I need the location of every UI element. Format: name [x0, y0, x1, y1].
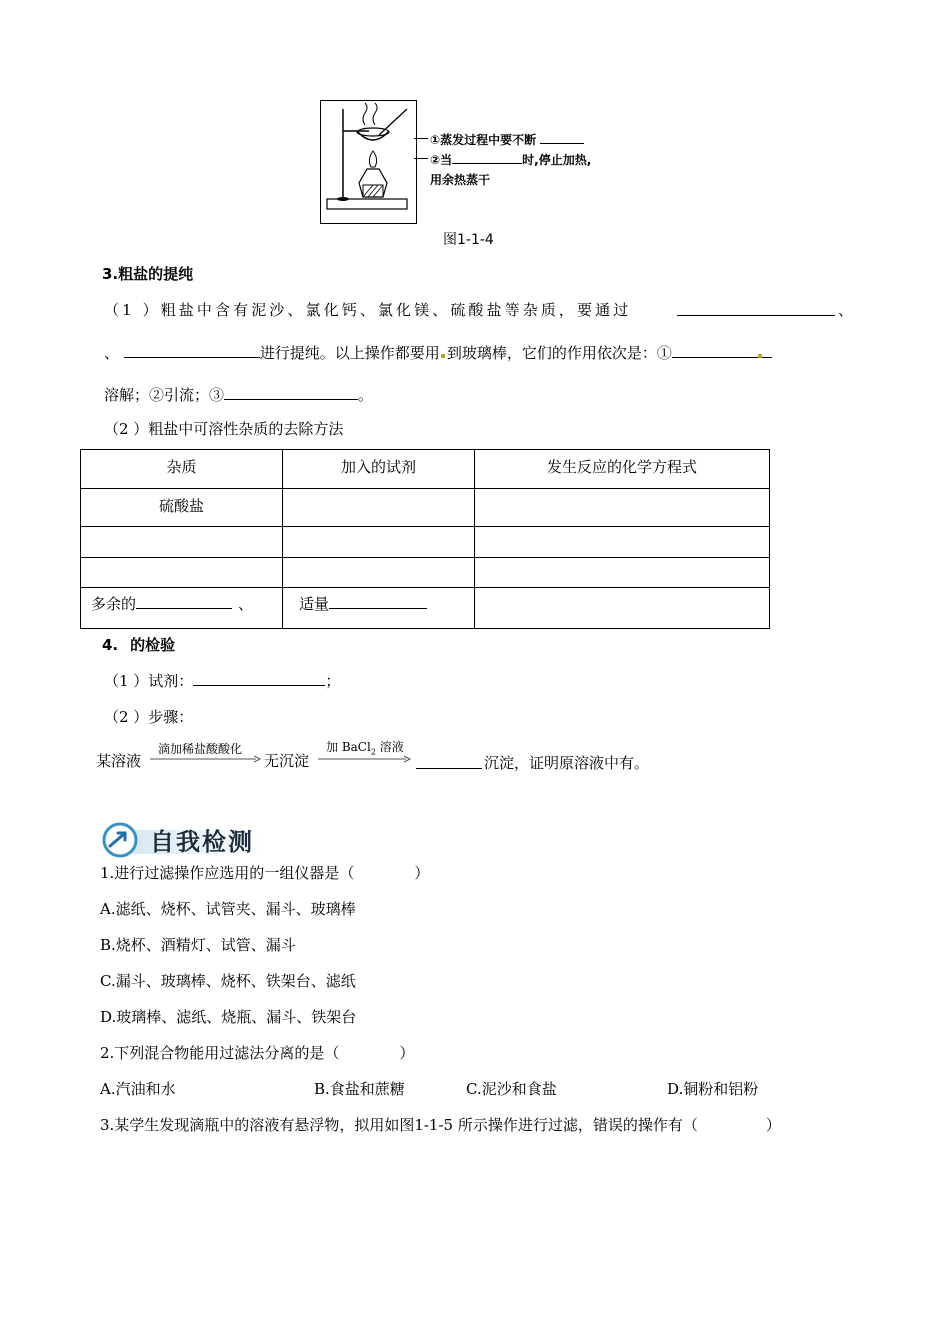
figure-label-1 [430, 131, 584, 148]
cell-blank[interactable] [475, 558, 770, 588]
flow-arrow-1-label: 滴加稀盐酸酸化 [158, 742, 243, 756]
s4-q2: （2 ）步骤： [104, 708, 194, 726]
flow-arrow-2-sub: 2 [370, 747, 376, 757]
s4-q1-end: ； [325, 672, 341, 690]
label-pointer-2 [414, 158, 428, 159]
evaporation-apparatus-drawing [321, 101, 416, 223]
s3-q2: （2 ）粗盐中可溶性杂质的去除方法 [104, 420, 344, 438]
s3-q1-line2-tail: 到玻璃棒，它们的作用依次是：① [446, 344, 672, 362]
q1-option-d[interactable]: D.玻璃棒、滤纸、烧瓶、漏斗、铁架台 [100, 1008, 357, 1026]
s3-blank-1[interactable] [677, 301, 835, 316]
q2-option-d[interactable]: D.铜粉和铝粉 [667, 1080, 759, 1098]
impurity-removal-table [80, 449, 770, 629]
cell-blank[interactable] [283, 558, 475, 588]
cell-excess-label: 多余的 [91, 595, 137, 613]
flow-arrow-2-pre: 加 BaCl [326, 740, 371, 754]
s3-q1-line3-end: 。 [358, 386, 374, 404]
s3-q1-line1-text: （1 ）粗盐中含有泥沙、氯化钙、氯化镁、硫酸盐等杂质，要通过 [104, 301, 632, 319]
figure-label-2-post: 时,停止加热, [522, 153, 592, 167]
cell-proper-amount-label: 适量 [299, 595, 330, 613]
q3-stem-end: ） [765, 1116, 781, 1134]
q1-stem-end: ） [414, 864, 430, 882]
s3-q1-line3 [104, 384, 373, 405]
figure-blank-1[interactable] [540, 131, 584, 144]
excess-blank[interactable] [136, 594, 232, 609]
s3-q1-line3-text: 溶解；②引流；③ [104, 386, 225, 404]
cell-excess [81, 588, 283, 629]
s4-q1 [104, 670, 340, 691]
flow-start: 某溶液 [96, 752, 142, 770]
proper-amount-blank[interactable] [329, 594, 427, 609]
cell-blank[interactable] [81, 558, 283, 588]
flow-arrow-1 [150, 754, 262, 764]
cell-blank[interactable] [283, 489, 475, 527]
flow-mid: 无沉淀 [264, 752, 310, 770]
header-impurity: 杂质 [81, 450, 283, 489]
section-3-heading: 3.粗盐的提纯 [102, 265, 194, 283]
header-equation: 发生反应的化学方程式 [475, 450, 770, 489]
figure-blank-2[interactable] [452, 151, 522, 164]
cell-blank[interactable] [475, 527, 770, 558]
s3-q1-line2-mid: 进行提纯。以上操作都要用 [259, 344, 440, 362]
s3-q1-line2 [104, 342, 772, 363]
figure-label-3: 用余热蒸干 [430, 173, 491, 187]
flow-arrow-2-post: 溶液 [375, 740, 404, 754]
s4-reagent-blank[interactable] [193, 671, 325, 686]
q2-option-c[interactable]: C.泥沙和食盐 [466, 1080, 557, 1098]
q2 [100, 1042, 414, 1063]
cell-blank[interactable] [475, 489, 770, 527]
label-pointer-1 [414, 138, 428, 139]
q1 [100, 862, 429, 883]
q3-stem: 3.某学生发现滴瓶中的溶液有悬浮物，拟用如图1-1-5 所示操作进行过滤，错误的操作有（ [100, 1116, 698, 1134]
cell-proper-amount [283, 588, 475, 629]
q1-option-b[interactable]: B.烧杯、酒精灯、试管、漏斗 [100, 936, 296, 954]
cell-blank[interactable] [81, 527, 283, 558]
q2-stem: 2.下列混合物能用过滤法分离的是（ [100, 1044, 340, 1062]
q1-stem: 1.进行过滤操作应选用的一组仪器是（ [100, 864, 355, 882]
header-reagent: 加入的试剂 [283, 450, 475, 489]
q2-option-a[interactable]: A.汽油和水 [100, 1080, 176, 1098]
s3-blank-2[interactable] [124, 343, 260, 358]
table-row [81, 489, 770, 527]
figure-label-2 [430, 151, 591, 168]
figure-label-1-text: ①蒸发过程中要不断 [430, 133, 537, 147]
q2-option-b[interactable]: B.食盐和蔗糖 [314, 1080, 405, 1098]
table-row [81, 588, 770, 629]
table-row [81, 527, 770, 558]
s3-blank-3[interactable] [672, 343, 758, 358]
figure-label-2-pre: ②当 [430, 153, 453, 167]
q1-option-c[interactable]: C.漏斗、玻璃棒、烧杯、铁架台、滤纸 [100, 972, 356, 990]
s3-q1-line2-lead: 、 [104, 344, 120, 362]
q2-stem-end: ） [399, 1044, 415, 1062]
q1-option-a[interactable]: A.滤纸、烧杯、试管夹、漏斗、玻璃棒 [100, 900, 356, 918]
s3-q1-line1 [104, 299, 631, 320]
section-4-heading [102, 634, 175, 655]
s4-q1-text: （1 ）试剂： [104, 672, 194, 690]
section-4-number: 4. [102, 636, 119, 654]
table-row [81, 558, 770, 588]
figure-caption: 图1-1-4 [443, 232, 494, 248]
evaporation-apparatus-figure [320, 100, 417, 224]
s3-blank-4[interactable] [224, 385, 358, 400]
cell-sulfate: 硫酸盐 [81, 489, 283, 527]
cell-excess-sep: 、 [238, 595, 254, 613]
flow-arrow-2 [318, 754, 412, 764]
precipitate-blank[interactable] [416, 754, 482, 769]
q3 [100, 1114, 781, 1135]
table-header-row [81, 450, 770, 489]
cell-blank[interactable] [283, 527, 475, 558]
section-4-title: 的检验 [130, 636, 176, 654]
s3-q1-sep: 、 [838, 301, 854, 319]
s3-blank-3-tail [762, 343, 772, 358]
stray-dot-1 [441, 354, 445, 358]
self-check-title: 自我检测 [150, 828, 254, 856]
cell-blank[interactable] [475, 588, 770, 629]
flow-end: 沉淀，证明原溶液中有。 [484, 754, 650, 772]
